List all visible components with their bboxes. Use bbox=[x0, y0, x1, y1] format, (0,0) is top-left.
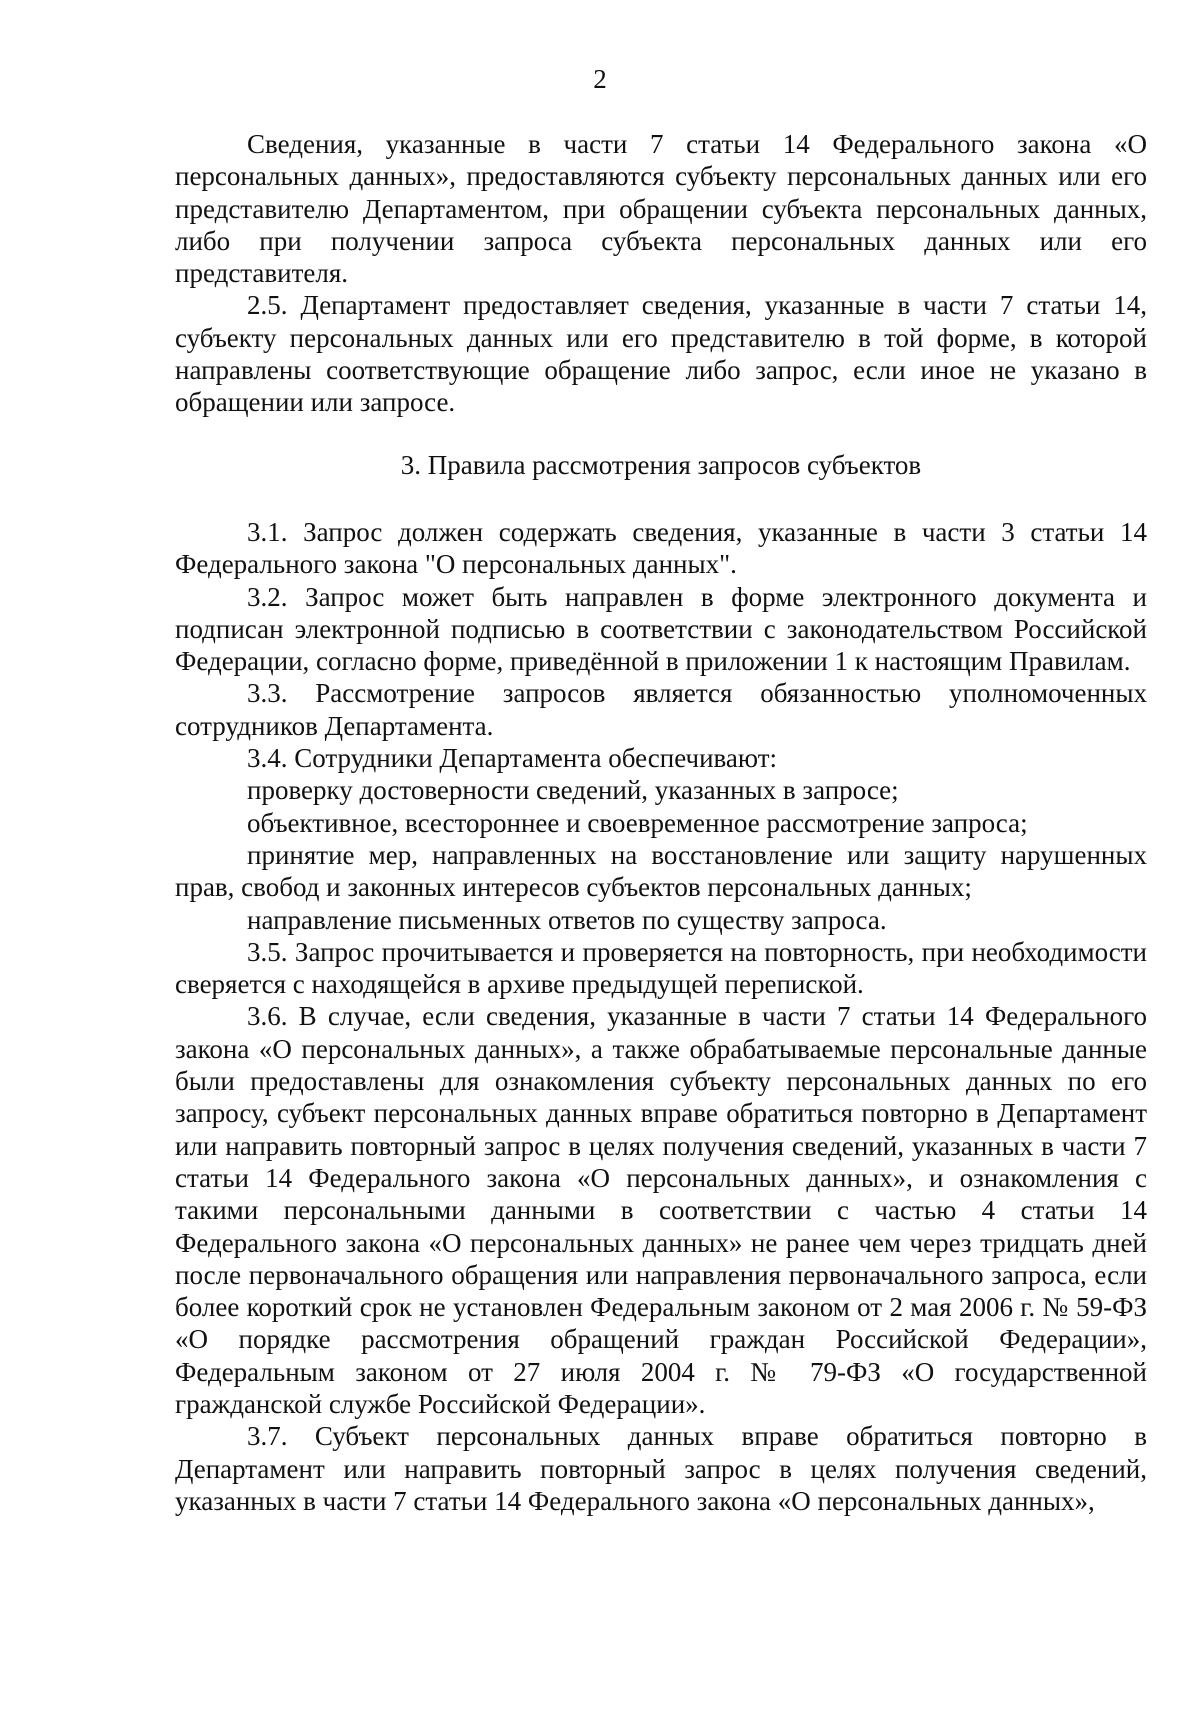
paragraph: Сведения, указанные в части 7 статьи 14 Федерального закона «О персональных данных», предоставляются субъекту персональных данных или его представителю Департаментом, при обращении субъекта персональных данных, либо при получении запроса субъекта персональных данных или его представителя. bbox=[175, 129, 1147, 289]
list-item: направление письменных ответов по существу запроса. bbox=[247, 904, 887, 935]
paragraph: 2.5. Департамент предоставляет сведения, указанные в части 7 статьи 14, субъекту персональных данных или его представителю в той форме, в которой направлены соответствующие обращение либо запрос, если иное не указано в обращении или запросе. bbox=[175, 290, 1147, 418]
paragraph: 3.5. Запрос прочитывается и проверяется на повторность, при необходимости сверяется с находящейся в архиве предыдущей перепиской. bbox=[175, 936, 1147, 1000]
paragraph: 3.4. Сотрудники Департамента обеспечивают: bbox=[247, 743, 778, 774]
section-heading: 3. Правила рассмотрения запросов субъектов bbox=[400, 449, 922, 480]
document-body bbox=[175, 128, 1147, 1517]
paragraph: 3.2. Запрос может быть направлен в форме электронного документа и подписан электронной подписью в соответствии с законодательством Российской Федерации, согласно форме, приведённой в приложении 1 к настоящим Правилам. bbox=[175, 581, 1147, 677]
paragraph: 3.6. В случае, если сведения, указанные в части 7 статьи 14 Федерального закона «О персональных данных», а также обрабатываемые персональные данные были предоставлены для ознакомления субъекту персональных данных по его запросу, субъект персональных данных вправе обратиться повторно в Департамент или направить повторный запрос в целях получения сведений, указанных в части 7 статьи 14 Федерального закона «О персональных данных», и ознакомления с такими персональными данными в соответствии с частью 4 статьи 14 Федерального закона «О персональных данных» не ранее чем через тридцать дней после первоначального обращения или направления первоначального запроса, если более короткий срок не установлен Федеральным законом от 2 мая 2006 г. № 59-ФЗ «О порядке рассмотрения обращений граждан Российской Федерации», Федеральным законом от 27 июля 2004 г. № 79-ФЗ «О государственной гражданской службе Российской Федерации». bbox=[175, 1001, 1147, 1419]
list-item: принятие мер, направленных на восстановление или защиту нарушенных прав, свобод и законных интересов субъектов персональных данных; bbox=[175, 839, 1147, 903]
list-item: объективное, всестороннее и своевременное рассмотрение запроса; bbox=[247, 807, 1028, 838]
paragraph: 3.3. Рассмотрение запросов является обязанностью уполномоченных сотрудников Департамента. bbox=[175, 678, 1147, 741]
paragraph: 3.7. Субъект персональных данных вправе обратиться повторно в Департамент или направить повторный запрос в целях получения сведений, указанных в части 7 статьи 14 Федерального закона «О персональных данных», bbox=[175, 1421, 1147, 1516]
paragraph: 3.1. Запрос должен содержать сведения, указанные в части 3 статьи 14 Федерального закона "О персональных данных". bbox=[175, 516, 1147, 580]
page-number: 2 bbox=[593, 64, 607, 94]
list-item: проверку достоверности сведений, указанных в запросе; bbox=[247, 775, 899, 806]
